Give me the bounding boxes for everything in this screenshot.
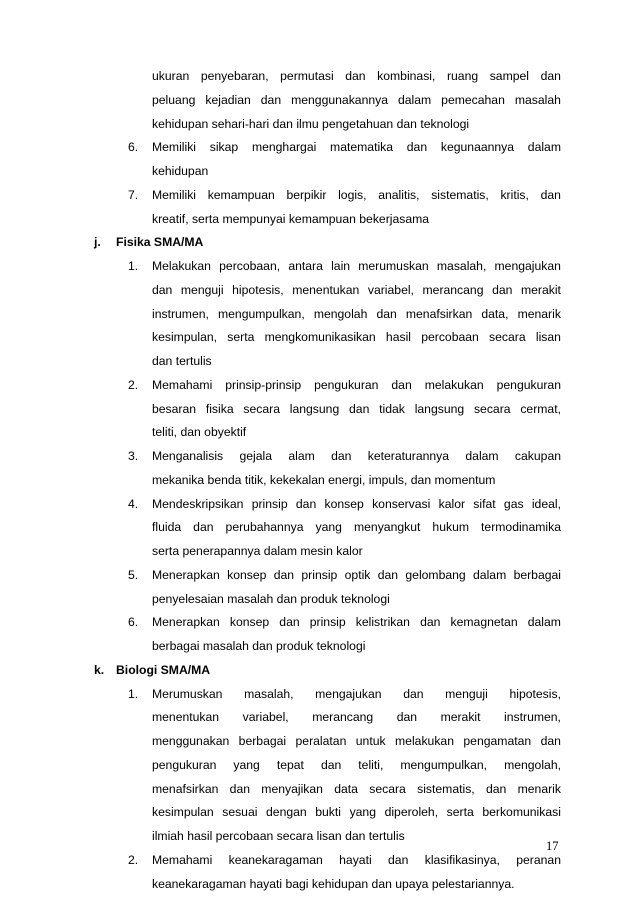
- word: sampel: [489, 69, 529, 83]
- word: kelistrikan: [355, 615, 410, 630]
- word: mengolah: [313, 306, 368, 321]
- word: secara: [243, 401, 280, 416]
- word: permutasi: [280, 69, 334, 83]
- word: untuk: [355, 734, 386, 748]
- word: variabel,: [367, 282, 414, 297]
- word: mengumpulkan,: [400, 757, 488, 772]
- word: prinsip: [301, 567, 338, 582]
- word: masalah,: [436, 259, 487, 273]
- fisika-item-line: [152, 279, 561, 301]
- word: pemecahan: [441, 92, 505, 107]
- word: dan: [377, 567, 399, 582]
- biologi-item-line: [152, 778, 561, 800]
- word: hipotesis,: [509, 686, 561, 701]
- word: klasifikasinya,: [424, 852, 500, 867]
- word: dan: [229, 781, 251, 796]
- word: menguji: [180, 282, 224, 297]
- word: serta: [227, 330, 255, 345]
- word: dan: [540, 69, 561, 83]
- word: merakit: [520, 282, 561, 297]
- word: prinsip: [309, 615, 346, 630]
- word: menggunakan: [152, 734, 230, 748]
- word: analitis,: [378, 187, 420, 202]
- word: instrumen,: [152, 306, 209, 321]
- word: menghargai: [251, 140, 317, 155]
- word: bukti: [315, 805, 341, 820]
- word: kombinasi,: [377, 69, 436, 83]
- fisika-item-line: [152, 611, 561, 633]
- word: antara: [288, 259, 323, 273]
- fisika-item-line: [152, 374, 561, 396]
- list-item-number: 6.: [128, 615, 139, 630]
- word: cakupan: [514, 449, 561, 463]
- list-item-number: 4.: [128, 496, 139, 511]
- fisika-item-line: dan tertulis: [152, 354, 212, 368]
- word: mengolah,: [504, 757, 561, 772]
- word: menyajikan: [261, 781, 323, 796]
- list-item-number: 2.: [128, 377, 139, 392]
- intro-item-line: kreatif, serta mempunyai kemampuan bekerjasama: [152, 211, 430, 226]
- fisika-item-line: [152, 255, 561, 277]
- word: sifat: [473, 496, 496, 511]
- word: dan: [376, 306, 397, 321]
- word: menafsirkan: [405, 306, 473, 321]
- word: dan: [279, 615, 300, 630]
- word: dalam: [473, 567, 507, 582]
- fisika-item-line: [152, 516, 561, 538]
- word: kemagnetan: [450, 615, 518, 630]
- word: dan: [193, 520, 214, 535]
- word: menyangkut: [353, 520, 421, 535]
- section-j-letter: j.: [94, 235, 101, 250]
- word: Menerapkan: [152, 615, 220, 630]
- intro-item-line: kehidupan: [152, 164, 209, 178]
- word: ideal,: [531, 496, 561, 511]
- section-k-title: Biologi SMA/MA: [116, 662, 211, 677]
- word: pengukuran: [496, 377, 561, 392]
- word: secara: [489, 330, 526, 345]
- word: dalam: [397, 92, 432, 107]
- list-item-number: 7.: [128, 187, 139, 202]
- word: data: [334, 781, 358, 796]
- word: Memiliki: [152, 140, 197, 155]
- word: berbagai: [238, 734, 287, 748]
- fisika-item-line: mekanika benda titik, kekekalan energi, impuls, dan momentum: [152, 472, 496, 487]
- word: dengan: [266, 805, 307, 820]
- word: tepat: [276, 757, 304, 772]
- word: dan: [406, 140, 428, 155]
- word: melakukan: [424, 377, 484, 392]
- word: kesimpulan,: [152, 330, 218, 345]
- word: dalam: [527, 615, 561, 630]
- list-item-number: 1.: [128, 259, 139, 273]
- word: data,: [481, 306, 509, 321]
- word: sikap: [209, 140, 239, 155]
- word: matematika: [330, 140, 394, 155]
- word: merakit: [440, 710, 481, 725]
- word: percobaan: [421, 330, 479, 345]
- word: dan: [260, 92, 282, 107]
- word: pengukuran: [314, 377, 379, 392]
- word: dan: [492, 282, 513, 297]
- intro-continuation-line: kehidupan sehari-hari dan ilmu pengetahuan dan teknologi: [152, 116, 470, 131]
- word: dan: [152, 282, 173, 297]
- word: dan: [485, 781, 507, 796]
- fisika-item-line: [152, 445, 561, 467]
- word: dan: [391, 377, 412, 392]
- word: perubahannya: [225, 520, 304, 535]
- word: hukum: [432, 520, 470, 535]
- word: lisan: [535, 330, 561, 345]
- word: merumuskan: [358, 259, 429, 273]
- intro-continuation-line: [152, 65, 561, 87]
- list-item-number: 6.: [128, 140, 139, 155]
- word: penyebaran,: [200, 69, 269, 83]
- word: pengamatan: [463, 734, 532, 748]
- word: teliti,: [358, 757, 384, 772]
- word: secara: [473, 401, 511, 416]
- word: besaran: [152, 401, 197, 416]
- word: keteraturannya: [367, 449, 450, 463]
- word: prinsip-prinsip: [225, 377, 302, 392]
- fisika-item-line: [152, 326, 561, 348]
- fisika-item-line: [152, 564, 561, 586]
- word: sesuai: [222, 805, 258, 820]
- word: tidak: [379, 401, 405, 416]
- word: ukuran: [152, 69, 190, 83]
- intro-item-line: [152, 136, 561, 158]
- word: ruang: [446, 69, 479, 83]
- list-item-number: 1.: [128, 686, 139, 701]
- word: konservasi: [372, 496, 431, 511]
- word: gas: [503, 496, 524, 511]
- word: menentukan: [152, 710, 220, 725]
- word: instrumen,: [504, 710, 561, 725]
- word: pengukuran: [152, 757, 217, 772]
- word: konsep: [227, 567, 267, 582]
- word: fisika: [205, 401, 234, 416]
- word: dan: [331, 449, 352, 463]
- fisika-item-line: [152, 398, 561, 420]
- word: dan: [540, 734, 561, 748]
- word: percobaan,: [219, 259, 281, 273]
- word: Memiliki: [152, 187, 197, 202]
- word: logis,: [338, 187, 367, 202]
- word: gelombang: [405, 567, 466, 582]
- word: yang: [349, 805, 376, 820]
- word: fluida: [152, 520, 182, 535]
- word: yang: [315, 520, 342, 535]
- word: Menganalisis: [152, 449, 224, 463]
- word: dan: [345, 69, 366, 83]
- word: dan: [388, 852, 409, 867]
- word: sistematis,: [417, 781, 475, 796]
- word: secara: [369, 781, 406, 796]
- word: peluang: [152, 92, 196, 107]
- word: lain: [331, 259, 351, 273]
- word: mengajukan: [494, 259, 561, 273]
- biologi-item-line: [152, 706, 561, 728]
- word: serta: [446, 805, 474, 820]
- word: langsung: [414, 401, 465, 416]
- word: Memahami: [152, 852, 213, 867]
- list-item-number: 3.: [128, 449, 139, 463]
- fisika-item-line: [152, 493, 561, 515]
- fisika-item-line: teliti, dan obyektif: [152, 425, 247, 440]
- word: menarik: [517, 306, 561, 321]
- word: berbagai: [513, 567, 561, 582]
- word: mengkomunikasikan: [264, 330, 376, 345]
- word: kejadian: [205, 92, 251, 107]
- word: sistematis,: [431, 187, 489, 202]
- word: Menerapkan: [152, 567, 220, 582]
- word: konsep: [324, 496, 364, 511]
- word: termodinamika: [481, 520, 561, 535]
- word: kemampuan: [207, 187, 275, 202]
- word: kegunaannya: [440, 140, 515, 155]
- word: hipotesis,: [232, 282, 284, 297]
- word: masalah,: [244, 686, 294, 701]
- word: alam: [288, 449, 315, 463]
- word: kesimpulan: [152, 805, 214, 820]
- word: Memahami: [152, 377, 213, 392]
- fisika-item-line: penyelesaian masalah dan produk teknologi: [152, 591, 390, 606]
- word: dan: [540, 187, 561, 202]
- word: menentukan: [292, 282, 360, 297]
- word: prinsip: [251, 496, 288, 511]
- biologi-item-line: [152, 683, 561, 705]
- word: keanekaragaman: [228, 852, 323, 867]
- word: hayati: [339, 852, 372, 867]
- word: berkomunikasi: [482, 805, 561, 820]
- list-item-number: 2.: [128, 852, 139, 867]
- word: peralatan: [295, 734, 347, 748]
- word: melakukan: [395, 734, 454, 748]
- intro-continuation-line: [152, 89, 561, 111]
- word: yang: [233, 757, 260, 772]
- word: kritis,: [500, 187, 529, 202]
- word: berpikir: [286, 187, 327, 202]
- word: menafsirkan: [152, 781, 219, 796]
- word: dan: [396, 710, 418, 725]
- fisika-item-line: [152, 303, 561, 325]
- word: konsep: [229, 615, 270, 630]
- word: dan: [420, 615, 441, 630]
- word: dan: [349, 401, 370, 416]
- word: cermat,: [520, 401, 561, 416]
- word: mengajukan: [315, 686, 382, 701]
- intro-item-line: [152, 184, 561, 206]
- word: optik: [344, 567, 371, 582]
- biologi-item-line: [152, 730, 561, 752]
- word: dalam: [527, 140, 561, 155]
- word: peranan: [516, 852, 561, 867]
- biologi-item-line: keanekaragaman hayati bagi kehidupan dan upaya pelestariannya.: [152, 876, 515, 891]
- fisika-item-line: serta penerapannya dalam mesin kalor: [152, 544, 363, 558]
- word: gejala: [239, 449, 272, 463]
- word: kalor: [438, 496, 466, 511]
- word: hasil: [385, 330, 411, 345]
- biologi-item-line: [152, 754, 561, 776]
- word: dan: [295, 496, 317, 511]
- word: langsung: [289, 401, 340, 416]
- biologi-item-line: ilmiah hasil percobaan secara lisan dan tertulis: [152, 829, 405, 843]
- word: masalah: [514, 92, 561, 107]
- word: dan: [273, 567, 295, 582]
- word: dan: [320, 757, 342, 772]
- word: mengumpulkan,: [218, 306, 305, 321]
- word: Melakukan: [152, 259, 211, 273]
- page-number: 17: [546, 839, 559, 853]
- section-k-letter: k.: [94, 662, 105, 677]
- word: Mendeskripsikan: [152, 496, 244, 511]
- word: menggunakannya: [291, 92, 388, 107]
- word: menguji: [445, 686, 488, 701]
- fisika-item-line: berbagai masalah dan produk teknologi: [152, 639, 366, 653]
- word: menarik: [517, 781, 561, 796]
- biologi-item-line: [152, 849, 561, 871]
- section-j-title: Fisika SMA/MA: [116, 235, 204, 250]
- word: variabel,: [242, 710, 289, 725]
- list-item-number: 5.: [128, 567, 139, 582]
- biologi-item-line: [152, 801, 561, 823]
- word: dan: [403, 686, 424, 701]
- word: diperoleh,: [384, 805, 439, 820]
- word: merancang: [312, 710, 374, 725]
- word: Merumuskan: [152, 686, 223, 701]
- word: merancang: [422, 282, 484, 297]
- word: dalam: [465, 449, 499, 463]
